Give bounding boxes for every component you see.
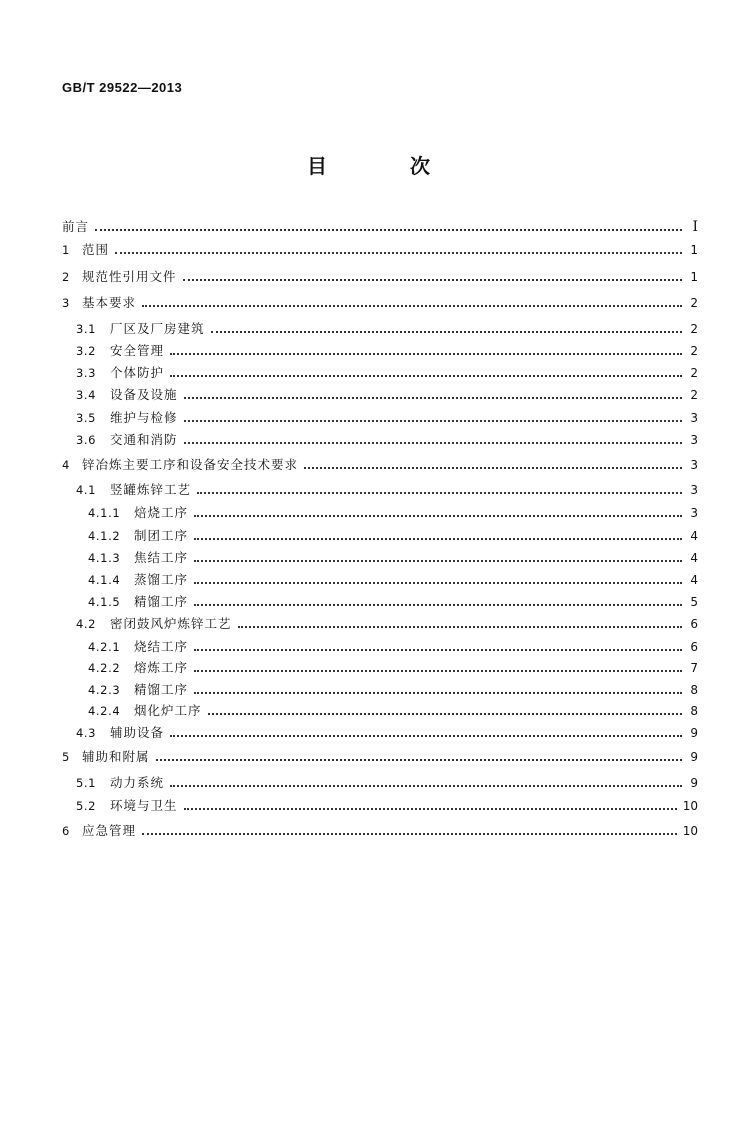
toc-entry-page: 2: [690, 344, 698, 358]
dot-leader: [194, 560, 682, 562]
toc-entry-page: 3: [690, 506, 698, 520]
toc-entry-title: 密闭鼓风炉炼锌工艺: [110, 616, 232, 631]
toc-entry-page: 9: [690, 750, 698, 764]
toc-entry-label: [76, 615, 232, 633]
toc-entry[interactable]: [62, 797, 698, 815]
toc-entry-number: 4.1.4: [88, 573, 121, 587]
toc-entry-number: 3.6: [76, 433, 97, 447]
toc-entry-number: 4.2.4: [88, 704, 121, 718]
toc-entry-page: 7: [690, 661, 698, 675]
toc-entry-page: 6: [690, 617, 698, 631]
toc-entry-title: 锌冶炼主要工序和设备安全技术要求: [82, 457, 299, 472]
dot-leader: [170, 785, 682, 787]
toc-entry-page: 9: [690, 726, 698, 740]
toc-entry[interactable]: [62, 504, 698, 522]
toc-entry[interactable]: [62, 638, 698, 656]
document-code: GB/T 29522—2013: [62, 80, 183, 95]
dot-leader: [211, 331, 682, 333]
toc-entry[interactable]: [62, 342, 698, 360]
toc-entry-page: 4: [690, 573, 698, 587]
toc-entry-title: 熔炼工序: [134, 660, 189, 675]
toc-entry[interactable]: [62, 481, 698, 499]
toc-entry-number: 3.2: [76, 344, 97, 358]
toc-entry-title: 烟化炉工序: [134, 703, 202, 718]
toc-entry-title: 规范性引用文件: [82, 269, 177, 284]
toc-entry-label: [88, 702, 202, 720]
toc-entry-title: 厂区及厂房建筑: [110, 321, 205, 336]
dot-leader: [194, 582, 682, 584]
toc-entry[interactable]: [62, 571, 698, 589]
toc-entry-number: 4.1.1: [88, 506, 121, 520]
toc-entry-number: 4.2.2: [88, 661, 121, 675]
toc-entry-page: 3: [690, 433, 698, 447]
toc-entry-page: 10: [682, 799, 698, 813]
dot-leader: [194, 649, 682, 651]
toc-entry-label: [62, 241, 109, 259]
page-title: 目 次: [307, 154, 468, 178]
dot-leader: [184, 442, 682, 444]
toc-entry-number: 4: [62, 458, 70, 472]
toc-entry-title: 焙烧工序: [134, 505, 189, 520]
toc-entry-number: 4.2: [76, 617, 97, 631]
toc-entry-page: 1: [690, 243, 698, 257]
toc-entry-label: [88, 681, 188, 699]
toc-entry-number: 6: [62, 824, 70, 838]
toc-entry-page: 10: [682, 824, 698, 838]
toc-entry-label: [62, 294, 136, 312]
toc-entry-page: 5: [690, 595, 698, 609]
toc-entry-number: 3: [62, 296, 70, 310]
toc-entry-label: [88, 571, 188, 589]
dot-leader: [194, 692, 682, 694]
toc-entry[interactable]: [62, 774, 698, 792]
toc-entry-label: [76, 774, 164, 792]
toc-entry-page: 2: [690, 388, 698, 402]
toc-entry-page: 8: [690, 683, 698, 697]
toc-entry-number: 3.4: [76, 388, 97, 402]
toc-entry[interactable]: [62, 268, 698, 286]
toc-entry[interactable]: [62, 386, 698, 404]
toc-entry-number: 3.3: [76, 366, 97, 380]
toc-entry-number: 4.1: [76, 483, 97, 497]
dot-leader: [197, 492, 682, 494]
toc-entry[interactable]: [62, 431, 698, 449]
toc-entry-label: [76, 431, 178, 449]
toc-entry-title: 蒸馏工序: [134, 572, 189, 587]
toc-entry-label: [88, 659, 188, 677]
toc-entry-title: 动力系统: [110, 775, 165, 790]
toc-entry[interactable]: [62, 593, 698, 611]
toc-entry-number: 4.1.2: [88, 529, 121, 543]
toc-entry-label: [76, 724, 164, 742]
toc-entry-page: 2: [690, 296, 698, 310]
toc-entry-page: 3: [690, 411, 698, 425]
toc-entry[interactable]: [62, 724, 698, 742]
dot-leader: [194, 604, 682, 606]
toc-entry-page: 1: [690, 270, 698, 284]
toc-entry[interactable]: [62, 659, 698, 677]
toc-entry-title: 制团工序: [134, 528, 189, 543]
toc-entry-page: Ⅰ: [692, 219, 698, 235]
dot-leader: [156, 759, 682, 761]
toc-entry[interactable]: [62, 241, 698, 259]
toc-entry[interactable]: [62, 218, 698, 236]
toc-entry[interactable]: [62, 702, 698, 720]
toc-entry-label: [88, 549, 188, 567]
toc-entry-number: 5.2: [76, 799, 97, 813]
toc-entry-page: 6: [690, 640, 698, 654]
toc-entry-page: 9: [690, 776, 698, 790]
toc-entry[interactable]: [62, 748, 698, 766]
table-of-contents: [62, 0, 698, 1122]
toc-entry-label: [88, 527, 188, 545]
toc-entry-label: [76, 797, 178, 815]
toc-entry[interactable]: [62, 320, 698, 338]
dot-leader: [142, 305, 682, 307]
toc-entry-title: 交通和消防: [110, 432, 178, 447]
toc-entry-label: [62, 268, 177, 286]
toc-entry-label: [76, 481, 191, 499]
dot-leader: [95, 229, 682, 231]
dot-leader: [184, 808, 677, 810]
toc-entry-title: 竖罐炼锌工艺: [110, 482, 192, 497]
toc-entry-page: 8: [690, 704, 698, 718]
toc-entry[interactable]: [62, 527, 698, 545]
toc-entry-title: 精馏工序: [134, 594, 189, 609]
toc-entry-number: 3.5: [76, 411, 97, 425]
dot-leader: [170, 375, 682, 377]
toc-entry-number: 1: [62, 243, 70, 257]
dot-leader: [194, 538, 682, 540]
toc-entry-title: 前言: [62, 219, 90, 234]
toc-entry-title: 设备及设施: [110, 387, 178, 402]
toc-entry-label: [88, 638, 188, 656]
toc-entry[interactable]: [62, 615, 698, 633]
toc-entry-title: 辅助和附属: [82, 749, 150, 764]
toc-entry-label: [62, 822, 136, 840]
toc-entry-title: 应急管理: [82, 823, 137, 838]
toc-entry[interactable]: [62, 822, 698, 840]
toc-entry-number: 4.2.1: [88, 640, 121, 654]
toc-entry-title: 安全管理: [110, 343, 165, 358]
toc-entry-label: [88, 593, 188, 611]
toc-entry[interactable]: [62, 456, 698, 474]
toc-entry-page: 2: [690, 366, 698, 380]
toc-entry-title: 维护与检修: [110, 410, 178, 425]
toc-entry-label: [76, 320, 205, 338]
dot-leader: [183, 279, 682, 281]
toc-entry-label: [88, 504, 188, 522]
dot-leader: [238, 626, 682, 628]
toc-entry-title: 辅助设备: [110, 725, 165, 740]
toc-entry[interactable]: [62, 549, 698, 567]
toc-entry-title: 烧结工序: [134, 639, 189, 654]
toc-entry-number: 5: [62, 750, 70, 764]
toc-entry-number: 4.3: [76, 726, 97, 740]
toc-entry-page: 4: [690, 529, 698, 543]
dot-leader: [304, 467, 682, 469]
dot-leader: [142, 833, 677, 835]
toc-entry-page: 2: [690, 322, 698, 336]
dot-leader: [194, 670, 682, 672]
toc-entry-label: [76, 409, 178, 427]
toc-entry-title: 精馏工序: [134, 682, 189, 697]
dot-leader: [170, 353, 682, 355]
dot-leader: [184, 420, 682, 422]
dot-leader: [115, 252, 682, 254]
toc-entry-page: 3: [690, 458, 698, 472]
toc-entry-title: 范围: [82, 242, 110, 257]
toc-entry-page: 4: [690, 551, 698, 565]
toc-entry-title: 环境与卫生: [110, 798, 178, 813]
toc-entry-label: [62, 748, 150, 766]
toc-entry[interactable]: [62, 409, 698, 427]
toc-entry-label: [62, 456, 298, 474]
dot-leader: [184, 397, 682, 399]
toc-entry-page: 3: [690, 483, 698, 497]
toc-entry-label: [76, 386, 178, 404]
toc-entry[interactable]: [62, 294, 698, 312]
toc-entry-title: 基本要求: [82, 295, 137, 310]
dot-leader: [194, 515, 682, 517]
toc-entry-label: [62, 218, 89, 236]
toc-entry[interactable]: [62, 681, 698, 699]
toc-entry-number: 2: [62, 270, 70, 284]
toc-entry-title: 焦结工序: [134, 550, 189, 565]
toc-entry-number: 4.1.5: [88, 595, 121, 609]
toc-entry-number: 5.1: [76, 776, 97, 790]
toc-entry-title: 个体防护: [110, 365, 165, 380]
toc-entry-label: [76, 342, 164, 360]
toc-entry-label: [76, 364, 164, 382]
toc-entry[interactable]: [62, 364, 698, 382]
toc-entry-number: 4.2.3: [88, 683, 121, 697]
dot-leader: [208, 713, 682, 715]
dot-leader: [170, 735, 682, 737]
toc-entry-number: 4.1.3: [88, 551, 121, 565]
toc-entry-number: 3.1: [76, 322, 97, 336]
